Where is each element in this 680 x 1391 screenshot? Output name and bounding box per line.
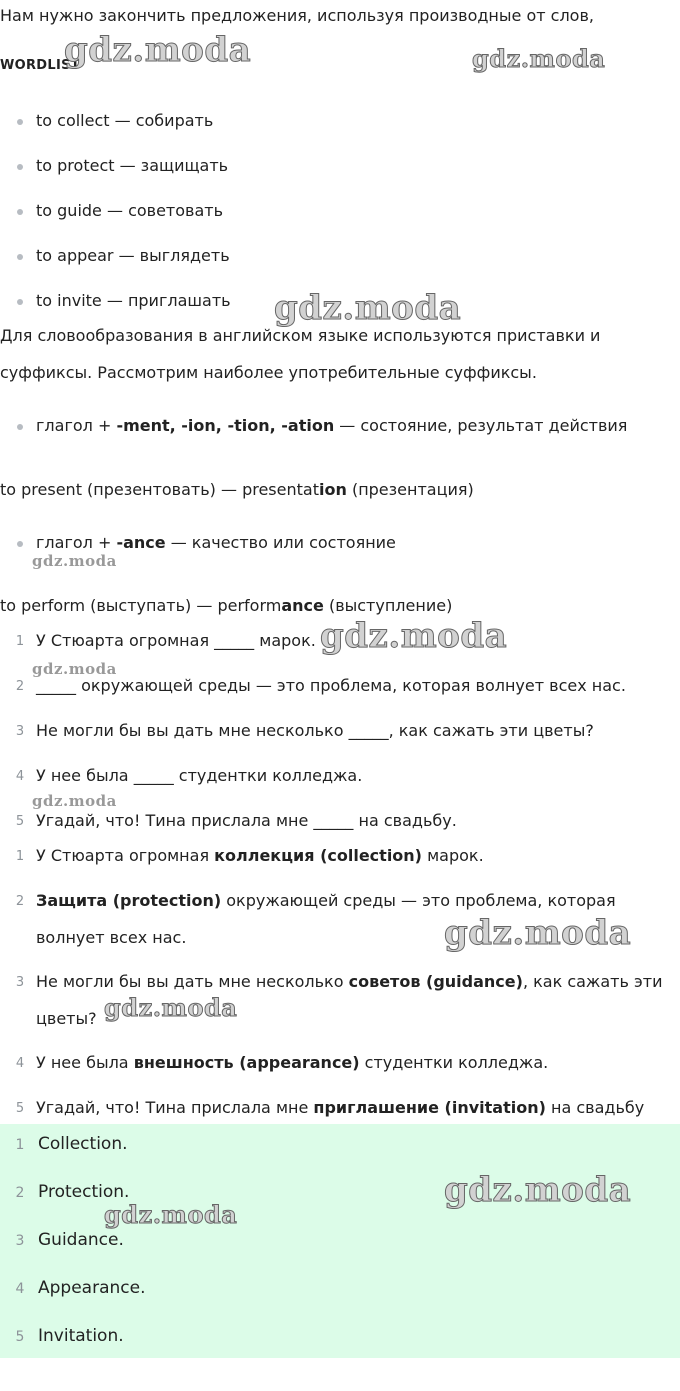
answer-text: Collection.: [38, 1134, 128, 1154]
solution-text: Защита (protection) окружающей среды — это проблема, которая: [36, 891, 616, 910]
list-item: to appear — выглядеть: [36, 246, 230, 265]
solution-text: Угадай, что! Тина прислала мне приглашение (invitation) на свадьбу: [36, 1098, 645, 1117]
solution-text: Не могли бы вы дать мне несколько советов (guidance), как сажать эти: [36, 972, 663, 991]
rule-item: глагол + -ance — качество или состояние: [36, 533, 396, 552]
solution-number: 4: [15, 1056, 25, 1071]
watermark: gdz.moda: [274, 288, 462, 328]
answer-text: Invitation.: [38, 1326, 124, 1346]
task-text: Не могли бы вы дать мне несколько _____, как сажать эти цветы?: [36, 721, 594, 740]
task-number: 1: [15, 634, 25, 649]
wordlist-label: WORDLIST: [0, 58, 80, 73]
solution-number: 1: [15, 849, 25, 864]
bullet-icon: [17, 209, 23, 215]
example-line: to perform (выступать) — performance (выступление): [0, 596, 453, 615]
watermark: gdz.moda: [444, 1170, 632, 1210]
intro-text: Нам нужно закончить предложения, используя производные от слов,: [0, 6, 594, 25]
watermark: gdz.moda: [32, 552, 117, 570]
task-number: 2: [15, 679, 25, 694]
answer-number: 2: [15, 1185, 25, 1201]
answers-box: [0, 1124, 680, 1358]
watermark: gdz.moda: [320, 616, 508, 656]
answer-text: Appearance.: [38, 1278, 146, 1298]
list-item: to guide — советовать: [36, 201, 224, 220]
watermark: gdz.moda: [104, 993, 238, 1022]
task-text: У нее была _____ студентки колледжа.: [36, 766, 363, 785]
watermark: gdz.moda: [472, 44, 606, 73]
task-text: Угадай, что! Тина прислала мне _____ на свадьбу.: [36, 811, 457, 830]
solution-text: У нее была внешность (appearance) студентки колледжа.: [36, 1053, 549, 1072]
solution-number: 5: [15, 1101, 25, 1116]
solution-number: 3: [15, 975, 25, 990]
task-text: У Стюарта огромная _____ марок.: [36, 631, 316, 650]
rule-item: глагол + -ment, -ion, -tion, -ation — состояние, результат действия: [36, 416, 628, 435]
task-number: 5: [15, 814, 25, 829]
answer-number: 4: [15, 1281, 25, 1297]
list-item: to invite — приглашать: [36, 291, 231, 310]
bullet-icon: [17, 424, 23, 430]
explanation-line: суффиксы. Рассмотрим наиболее употребительные суффиксы.: [0, 363, 537, 382]
solution-number: 2: [15, 894, 25, 909]
bullet-icon: [17, 119, 23, 125]
watermark: gdz.moda: [64, 30, 252, 70]
solution-text-continued: цветы?: [36, 1009, 97, 1028]
list-item: to collect — собирать: [36, 111, 214, 130]
answer-text: Guidance.: [38, 1230, 124, 1250]
bullet-icon: [17, 164, 23, 170]
answer-number: 3: [15, 1233, 25, 1249]
bullet-icon: [17, 299, 23, 305]
solution-text: У Стюарта огромная коллекция (collection) марок.: [36, 846, 484, 865]
answer-text: Protection.: [38, 1182, 130, 1202]
explanation-line: Для словообразования в английском языке используются приставки и: [0, 326, 601, 345]
answer-number: 1: [15, 1137, 25, 1153]
answer-number: 5: [15, 1329, 25, 1345]
list-item: to protect — защищать: [36, 156, 229, 175]
watermark: gdz.moda: [32, 792, 117, 810]
task-text: _____ окружающей среды — это проблема, которая волнует всех нас.: [36, 676, 626, 695]
task-number: 4: [15, 769, 25, 784]
bullet-icon: [17, 541, 23, 547]
solution-text-continued: волнует всех нас.: [36, 928, 187, 947]
task-number: 3: [15, 724, 25, 739]
example-line: to present (презентовать) — presentation (презентация): [0, 480, 474, 499]
watermark: gdz.moda: [104, 1200, 238, 1229]
watermark: gdz.moda: [444, 913, 632, 953]
watermark: gdz.moda: [32, 660, 117, 678]
bullet-icon: [17, 254, 23, 260]
